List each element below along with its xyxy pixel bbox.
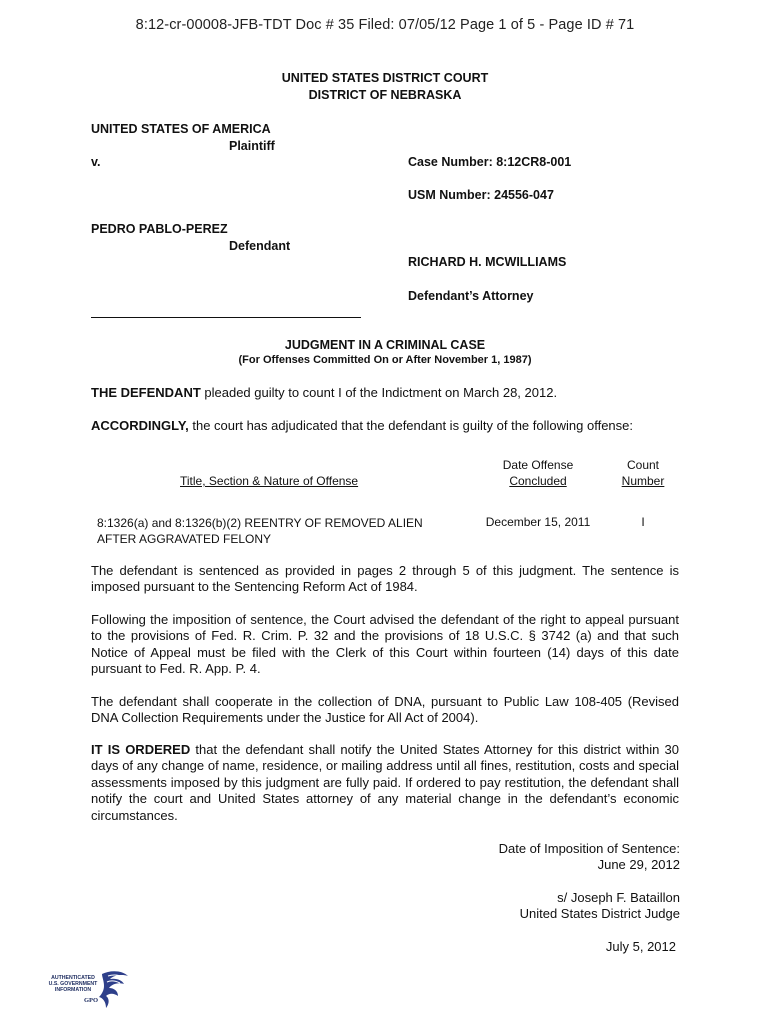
offense-description-line2: AFTER AGGRAVATED FELONY [97,532,272,546]
ordered-paragraph [91,742,679,824]
plaintiff-role: Plaintiff [229,139,275,153]
adjudication-text: the court has adjudicated that the defendant is guilty of the following offense: [188,418,633,433]
header-date-line1: Date Offense [502,458,574,472]
seal-line3: INFORMATION [54,987,92,993]
table-row [97,515,423,547]
filing-header: 8:12-cr-00008-JFB-TDT Doc # 35 Filed: 07/05/12 Page 1 of 5 - Page ID # 71 [135,17,635,33]
adjudication-statement [91,418,681,434]
case-number: Case Number: 8:12CR8-001 [408,155,572,169]
plea-lead: THE DEFENDANT [91,385,201,400]
imposition-label: Date of Imposition of Sentence: [498,841,680,856]
plaintiff-name: UNITED STATES OF AMERICA [91,122,271,136]
judge-signature: s/ Joseph F. Bataillon [557,890,680,905]
usm-number: USM Number: 24556-047 [408,188,554,202]
header-count-line2: Number [621,474,665,488]
attorney-role: Defendant’s Attorney [408,289,534,303]
defendant-name: PEDRO PABLO-PEREZ [91,222,228,236]
ordered-text: that the defendant shall notify the United States Attorney for this district within 30 days of any change of name, residence, or mailing address until all fines, restitution, costs and special assessments imposed by this judgment are fully paid. If ordered to pay restitution, the defendant shall notify the court and United States attorney of any material change in the defendant’s economic circumstances. [91,742,679,823]
header-offense: Title, Section & Nature of Offense [180,474,359,488]
offense-count: I [641,515,645,529]
imposition-date: June 29, 2012 [597,857,680,872]
header-date-line2: Concluded [509,474,567,488]
court-district: DISTRICT OF NEBRASKA [308,88,462,102]
seal-line1: AUTHENTICATED [51,975,95,981]
caption-separator [91,317,361,318]
signed-date: July 5, 2012 [605,939,676,954]
judge-title: United States District Judge [519,906,680,921]
dna-paragraph: The defendant shall cooperate in the collection of DNA, pursuant to Public Law 108-405 (Revised DNA Collection Requirements under the Justice for All Act of 2004). [91,694,679,726]
appeal-paragraph: Following the imposition of sentence, the Court advised the defendant of the right to appeal pursuant to the provisions of Fed. R. Crim. P. 32 and the provisions of 18 U.S.C. § 3742 (a) and that such Notice of Appeal must be filed with the Clerk of this Court within fourteen (14) days of this date pursuant to Fed. R. App. P. 4. [91,612,679,677]
seal-gpo-text: GPO [84,997,99,1004]
court-name: UNITED STATES DISTRICT COURT [281,71,489,85]
adjudication-lead: ACCORDINGLY, [91,418,189,433]
judgment-title: JUDGMENT IN A CRIMINAL CASE [284,338,486,352]
judgment-subtitle: (For Offenses Committed On or After November 1, 1987) [238,354,532,366]
seal-line2: U.S. GOVERNMENT [48,981,98,987]
sentence-paragraph: The defendant is sentenced as provided in pages 2 through 5 of this judgment. The sentence is imposed pursuant to the Sentencing Reform Act of 1984. [91,563,679,595]
plea-text: pleaded guilty to count I of the Indictment on March 28, 2012. [200,385,558,400]
gpo-authentication-seal [40,968,132,1012]
defendant-role: Defendant [229,239,291,253]
offense-date: December 15, 2011 [485,515,591,529]
ordered-lead: IT IS ORDERED [91,742,191,757]
offense-description-line1: 8:1326(a) and 8:1326(b)(2) REENTRY OF REMOVED ALIEN [97,516,423,530]
versus: v. [91,155,101,169]
header-count-line1: Count [626,458,660,472]
plea-statement [91,385,681,401]
eagle-icon [96,968,132,1012]
attorney-name: RICHARD H. MCWILLIAMS [408,255,567,269]
